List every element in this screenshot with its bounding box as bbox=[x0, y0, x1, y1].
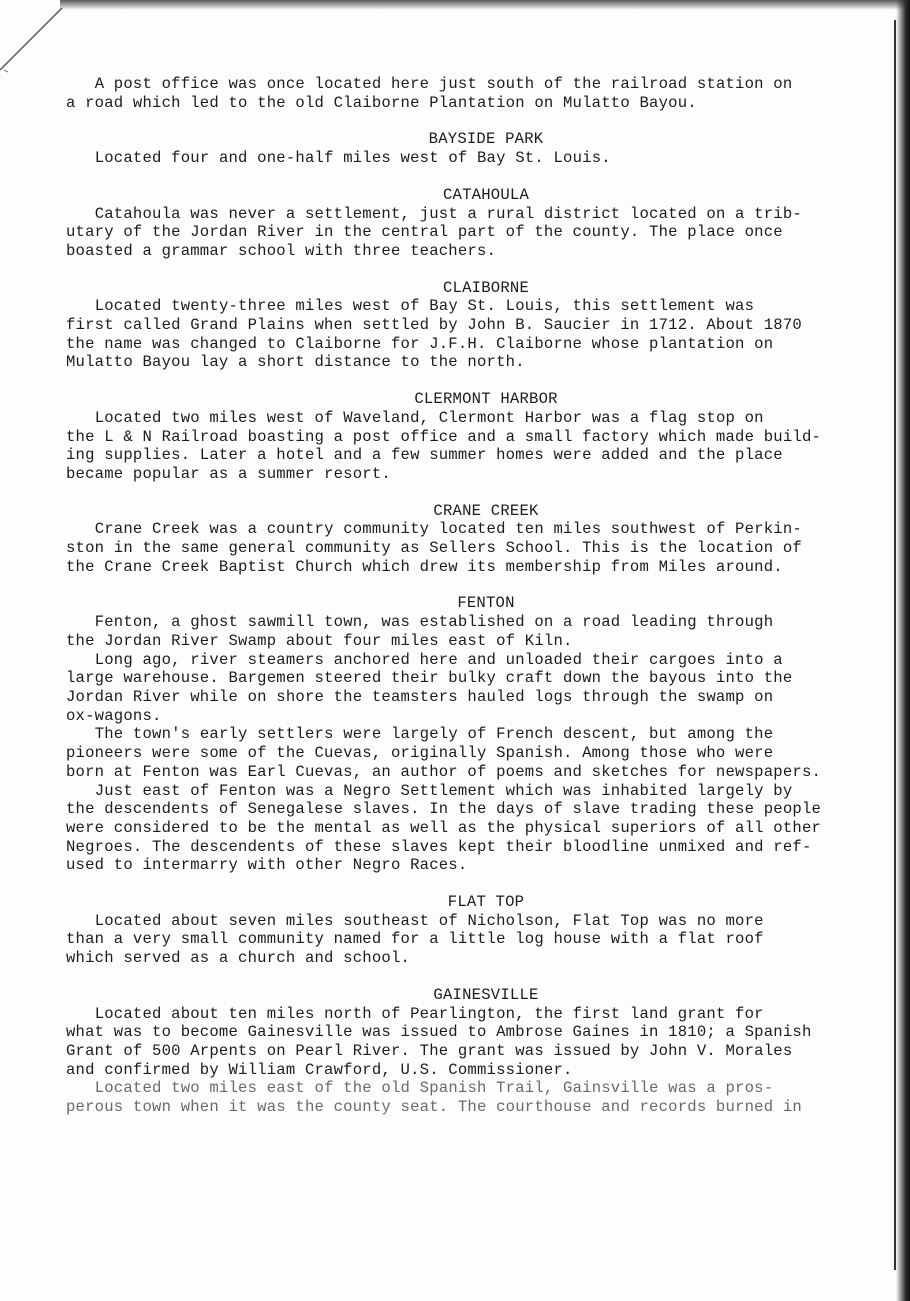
document-body bbox=[66, 75, 866, 1117]
intro-paragraph: A post office was once located here just south of the railroad station on a road which led to the old Claiborne Plantation on Mulatto Bayou. bbox=[66, 75, 793, 112]
section-paragraph: Located two miles east of the old Spanish Trail, Gainsville was a pros- perous town when it was the county seat. The courthouse and records burned in bbox=[66, 1079, 802, 1117]
scan-top-shadow bbox=[60, 0, 910, 10]
section-paragraph: Fenton, a ghost sawmill town, was established on a road leading through the Jordan River Swamp about four miles east of Kiln. bbox=[66, 613, 774, 650]
section-heading: FLAT TOP bbox=[447, 893, 525, 912]
section-fenton bbox=[66, 594, 866, 875]
section-gainesville bbox=[66, 986, 866, 1117]
section-clermont-harbor bbox=[66, 390, 866, 484]
section-heading: CLAIBORNE bbox=[442, 278, 530, 297]
section-paragraph: Crane Creek was a country community located ten miles southwest of Perkin- ston in the same general community as Sellers School. This is the location of the Crane Creek Baptist Church which drew its membership from Miles around. bbox=[66, 520, 802, 576]
scan-corner-mark bbox=[0, 0, 70, 80]
page-edge-line bbox=[894, 20, 896, 1270]
section-crane-creek bbox=[66, 502, 866, 577]
section-bayside-park bbox=[66, 130, 866, 167]
section-paragraph: Located twenty-three miles west of Bay St. Louis, this settlement was first called Grand Plains when settled by John B. Saucier in 1712. About 1870 the name was changed to Claiborne for J.F.H. Claiborne whose plantation on Mulatto Bayou lay a short distance to the north. bbox=[66, 297, 802, 372]
section-paragraph: Long ago, river steamers anchored here and unloaded their cargoes into a large warehouse. Bargemen steered their bulky craft down the bayous into the Jordan River while on shore the teamsters hauled logs through the swamp on ox-wagons. bbox=[66, 650, 793, 725]
section-claiborne bbox=[66, 279, 866, 373]
section-paragraph: Just east of Fenton was a Negro Settlement which was inhabited largely by the descendents of Senegalese slaves. In the days of slave trading these people were considered to be the mental as well as the physical superiors of all other Negroes. The descendents of these slaves kept their bloodline unmixed and ref- used to intermarry with other Negro Races. bbox=[66, 781, 822, 875]
section-flat-top bbox=[66, 893, 866, 968]
section-paragraph: Located four and one-half miles west of Bay St. Louis. bbox=[66, 149, 611, 168]
section-paragraph: Located about seven miles southeast of Nicholson, Flat Top was no more than a very small community named for a little log house with a flat roof which served as a church and school. bbox=[66, 911, 764, 968]
section-heading: GAINESVILLE bbox=[433, 985, 539, 1004]
section-paragraph: Located two miles west of Waveland, Clermont Harbor was a flag stop on the L & N Railroad boasting a post office and a small factory which made build- ing supplies. Later a hotel and a few summer homes were added and the place became popular as a summer resort. bbox=[66, 408, 822, 483]
section-heading: CLERMONT HARBOR bbox=[414, 390, 558, 409]
section-heading: CRANE CREEK bbox=[433, 501, 539, 520]
section-heading: CATAHOULA bbox=[442, 185, 530, 204]
section-heading: BAYSIDE PARK bbox=[428, 130, 544, 149]
section-heading: FENTON bbox=[457, 594, 515, 613]
section-paragraph: Catahoula was never a settlement, just a rural district located on a trib- utary of the Jordan River in the central part of the county. The place once boasted a grammar school with three teachers. bbox=[66, 204, 802, 260]
section-paragraph: Located about ten miles north of Pearlington, the first land grant for what was to become Gainesville was issued to Ambrose Gaines in 1810; a Spanish Grant of 500 Arpents on Pearl River. The grant was issued by John V. Morales and confirmed by William Crawford, U.S. Commissioner. bbox=[66, 1004, 812, 1079]
section-catahoula bbox=[66, 186, 866, 261]
section-paragraph: The town's early settlers were largely of French descent, but among the pioneers were some of the Cuevas, originally Spanish. Among those who were born at Fenton was Earl Cuevas, an author of poems and sketches for newspapers. bbox=[66, 725, 822, 781]
scan-right-edge bbox=[896, 0, 910, 1301]
